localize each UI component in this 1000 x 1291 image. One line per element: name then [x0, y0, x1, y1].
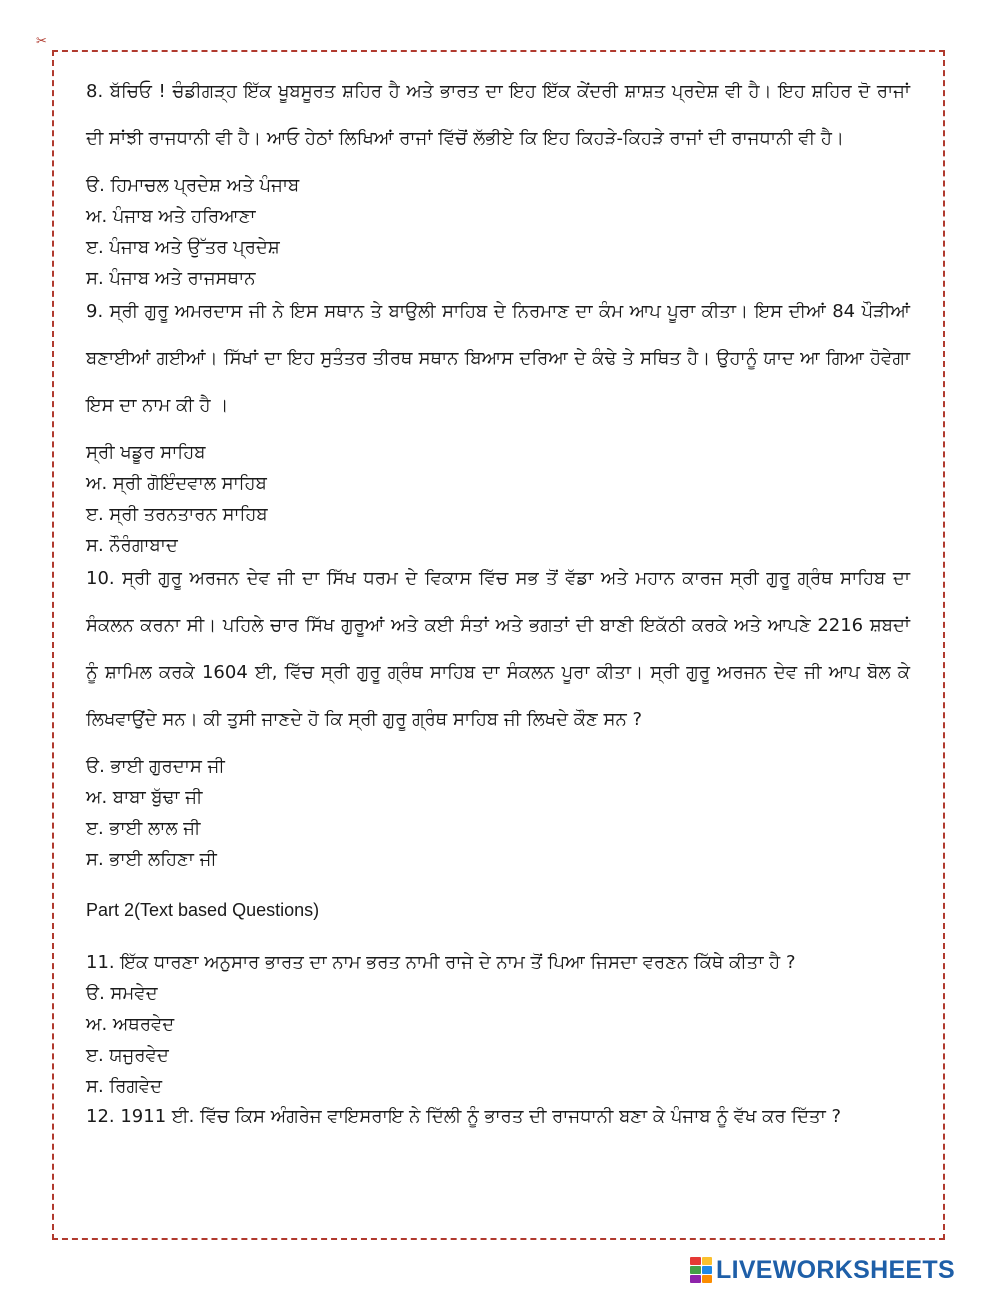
- question-11-option-c: ੲ. ਯਜੁਰਵੇਦ: [86, 1045, 169, 1066]
- question-9-option-d: ਸ. ਨੌਰੰਗਾਬਾਦ: [86, 535, 178, 556]
- question-10-text: 10. ਸ੍ਰੀ ਗੁਰੂ ਅਰਜਨ ਦੇਵ ਜੀ ਦਾ ਸਿੱਖ ਧਰਮ ਦੇ ਵਿਕਾਸ ਵਿੱਚ ਸਭ ਤੋਂ ਵੱਡਾ ਅਤੇ ਮਹਾਨ ਕਾਰਜ ਸ੍ਰੀ ਗੁਰੂ ਗ੍ਰੰਥ ਸਾਹਿਬ ਦਾ ਸੰਕਲਨ ਕਰਨਾ ਸੀ। ਪਹਿਲੇ ਚਾਰ ਸਿੱਖ ਗੁਰੂਆਂ ਅਤੇ ਕਈ ਸੰਤਾਂ ਅਤੇ ਭਗਤਾਂ ਦੀ ਬਾਣੀ ਇਕੱਠੀ ਕਰਕੇ ਅਤੇ ਆਪਣੇ 2216 ਸ਼ਬਦਾਂ ਨੂੰ ਸ਼ਾਮਿਲ ਕਰਕੇ 1604 ਈ, ਵਿੱਚ ਸ੍ਰੀ ਗੁਰੂ ਗ੍ਰੰਥ ਸਾਹਿਬ ਦਾ ਸੰਕਲਨ ਪੂਰਾ ਕੀਤਾ। ਸ੍ਰੀ ਗੁਰੂ ਅਰਜਨ ਦੇਵ ਜੀ ਆਪ ਬੋਲ ਕੇ ਲਿਖਵਾਉਂਦੇ ਸਨ। ਕੀ ਤੁਸੀ ਜਾਣਦੇ ਹੋ ਕਿ ਸ੍ਰੀ ਗੁਰੂ ਗ੍ਰੰਥ ਸਾਹਿਬ ਜੀ ਲਿਖਦੇ ਕੌਣ ਸਨ ?: [86, 568, 910, 730]
- question-10-option-d: ਸ. ਭਾਈ ਲਹਿਣਾ ਜੀ: [86, 849, 217, 870]
- question-9-option-a: ਸ੍ਰੀ ਖਡੂਰ ਸਾਹਿਬ: [86, 442, 206, 463]
- liveworksheets-logo[interactable]: [690, 1255, 955, 1285]
- part-2-heading: Part 2(Text based Questions): [86, 900, 320, 920]
- question-10-option-a: ੳ. ਭਾਈ ਗੁਰਦਾਸ ਜੀ: [86, 756, 225, 777]
- question-10-option-c: ੲ. ਭਾਈ ਲਾਲ ਜੀ: [86, 818, 201, 839]
- question-9-option-b: ਅ. ਸ੍ਰੀ ਗੋਇੰਦਵਾਲ ਸਾਹਿਬ: [86, 473, 267, 494]
- brand-name: LIVEWORKSHEETS: [716, 1255, 955, 1284]
- question-8-text: 8. ਬੱਚਿਓ ! ਚੰਡੀਗੜ੍ਹ ਇੱਕ ਖੂਬਸੂਰਤ ਸ਼ਹਿਰ ਹੈ ਅਤੇ ਭਾਰਤ ਦਾ ਇਹ ਇੱਕ ਕੇਂਦਰੀ ਸ਼ਾਸ਼ਤ ਪ੍ਰਦੇਸ਼ ਵੀ ਹੈ। ਇਹ ਸ਼ਹਿਰ ਦੋ ਰਾਜਾਂ ਦੀ ਸਾਂਝੀ ਰਾਜਧਾਨੀ ਵੀ ਹੈ। ਆਓ ਹੇਠਾਂ ਲਿਖਿਆਂ ਰਾਜਾਂ ਵਿੱਚੋਂ ਲੱਭੀਏ ਕਿ ਇਹ ਕਿਹੜੇ-ਕਿਹੜੇ ਰਾਜਾਂ ਦੀ ਰਾਜਧਾਨੀ ਵੀ ਹੈ।: [86, 81, 910, 149]
- question-8-option-a: ੳ. ਹਿਮਾਚਲ ਪ੍ਰਦੇਸ਼ ਅਤੇ ਪੰਜਾਬ: [86, 175, 300, 196]
- question-8-option-d: ਸ. ਪੰਜਾਬ ਅਤੇ ਰਾਜਸਥਾਨ: [86, 268, 256, 289]
- question-8-option-b: ਅ. ਪੰਜਾਬ ਅਤੇ ਹਰਿਆਣਾ: [86, 206, 256, 227]
- question-11-text: 11. ਇੱਕ ਧਾਰਣਾ ਅਨੁਸਾਰ ਭਾਰਤ ਦਾ ਨਾਮ ਭਰਤ ਨਾਮੀ ਰਾਜੇ ਦੇ ਨਾਮ ਤੋਂ ਪਿਆ ਜਿਸਦਾ ਵਰਣਨ ਕਿੱਥੇ ਕੀਤਾ ਹੈ ?: [86, 952, 796, 973]
- question-11-option-d: ਸ. ਰਿਗਵੇਦ: [86, 1076, 163, 1097]
- question-9-text: 9. ਸ੍ਰੀ ਗੁਰੂ ਅਮਰਦਾਸ ਜੀ ਨੇ ਇਸ ਸਥਾਨ ਤੇ ਬਾਉਲੀ ਸਾਹਿਬ ਦੇ ਨਿਰਮਾਣ ਦਾ ਕੰਮ ਆਪ ਪੂਰਾ ਕੀਤਾ। ਇਸ ਦੀਆਂ 84 ਪੌੜੀਆਂ ਬਣਾਈਆਂ ਗਈਆਂ। ਸਿੱਖਾਂ ਦਾ ਇਹ ਸੁਤੰਤਰ ਤੀਰਥ ਸਥਾਨ ਬਿਆਸ ਦਰਿਆ ਦੇ ਕੰਢੇ ਤੇ ਸਥਿਤ ਹੈ। ਉਹਾਨੂੰ ਯਾਦ ਆ ਗਿਆ ਹੋਵੇਗਾ ਇਸ ਦਾ ਨਾਮ ਕੀ ਹੈ ।: [86, 301, 910, 416]
- question-11-option-a: ੳ. ਸਮਵੇਦ: [86, 983, 158, 1004]
- question-10-option-b: ਅ. ਬਾਬਾ ਬੁੱਢਾ ਜੀ: [86, 787, 203, 808]
- scissors-icon: ✂: [36, 34, 47, 49]
- question-9-option-c: ੲ. ਸ੍ਰੀ ਤਰਨਤਾਰਨ ਸਾਹਿਬ: [86, 504, 268, 525]
- question-8-option-c: ੲ. ਪੰਜਾਬ ਅਤੇ ਉੱਤਰ ਪ੍ਰਦੇਸ਼: [86, 237, 280, 258]
- question-12-text: 12. 1911 ਈ. ਵਿੱਚ ਕਿਸ ਅੰਗਰੇਜ ਵਾਇਸਰਾਇ ਨੇ ਦਿੱਲੀ ਨੂੰ ਭਾਰਤ ਦੀ ਰਾਜਧਾਨੀ ਬਣਾ ਕੇ ਪੰਜਾਬ ਨੂੰ ਵੱਖ ਕਰ ਦਿੱਤਾ ?: [86, 1106, 841, 1127]
- liveworksheets-logo-icon: [690, 1257, 712, 1283]
- question-11-option-b: ਅ. ਅਥਰਵੇਦ: [86, 1014, 175, 1035]
- worksheet-content: [86, 68, 910, 1132]
